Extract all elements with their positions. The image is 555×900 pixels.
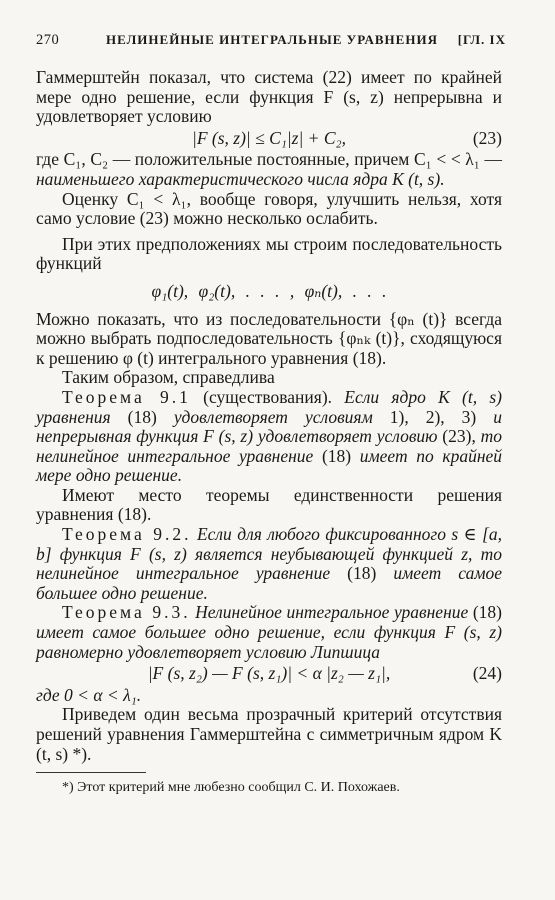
formula-24-number: (24): [472, 663, 502, 684]
formula-23: [36, 129, 502, 149]
footnote: *) Этот критерий мне любезно сообщил С. И. Похожаев.: [62, 780, 400, 796]
theorem-9-1: Теорема 9.1 (существования). Если ядро K (t, s) уравнения (18) удовлетворяет условиям 1), 2), 3) и непрерывная функция F (s, z) удовлетворяет условию (23), то нелинейное интегральное уравнение (18) имеет по крайней мере одно решение.: [36, 386, 503, 486]
paragraph-sequence-intro: При этих предположениях мы строим последовательность функций: [36, 233, 502, 274]
theorem-9-2-label: Теорема 9.2.: [62, 524, 192, 545]
page-number: 270: [36, 32, 60, 48]
formula-24-expression: |F (s, z₂) — F (s, z₁)| < α |z₂ — z₁|,: [147, 663, 391, 684]
paragraph-constants: где C₁, C₂ — положительные постоянные, причем C₁ < < λ₁ — наименьшего характеристического числа ядра K (t, s).: [36, 149, 502, 189]
function-sequence: φ₁(t), φ₂(t), . . . , φₙ(t), . . .: [151, 280, 387, 301]
chapter-label: [ГЛ. IX: [457, 32, 506, 47]
paragraph-subsequence: Можно показать, что из последовательности {φₙ (t)} всегда можно выбрать подпоследовательность {φₙₖ (t)}, сходящуюся к решению φ (t) интегрального уравнения (18).: [36, 308, 502, 368]
main-text: [36, 68, 502, 796]
running-title: НЕЛИНЕЙНЫЕ ИНТЕГРАЛЬНЫЕ УРАВНЕНИЯ: [106, 32, 438, 47]
theorem-9-1-label: Теорема 9.1: [62, 386, 191, 407]
paragraph-criterion: Приведем один весьма прозрачный критерий отсутствия решений уравнения Гаммерштейна с симметричным ядром K (t, s) *).: [36, 704, 502, 764]
paragraph-uniqueness: Имеют место теоремы единственности решения уравнения (18).: [36, 484, 502, 525]
theorem-9-2: Теорема 9.2. Если для любого фиксированного s ∈ [a, b] функция F (s, z) является неубывающей функцией z, то нелинейное интегральное уравнение (18) имеет самое большее одно решение.: [36, 524, 503, 603]
formula-23-number: (23): [472, 127, 502, 148]
formula-23-expression: |F (s, z)| ≤ C₁|z| + C₂,: [192, 127, 346, 148]
footnote-divider: [36, 772, 146, 773]
theorem-9-3-label: Теорема 9.3.: [62, 602, 191, 623]
paragraph-hammerstein: Гаммерштейн показал, что система (22) имеет по крайней мере одно решение, если функция F (s, z) непрерывна и удовлетворяет условию: [36, 67, 502, 127]
formula-24: [36, 664, 502, 684]
paragraph-estimate: Оценку C₁ < λ₁, вообще говоря, улучшить нельзя, хотя само условие (23) можно несколько ослабить.: [36, 188, 502, 229]
paragraph-alpha: где 0 < α < λ₁.: [36, 684, 142, 705]
paragraph-thus: Таким образом, справедлива: [62, 367, 275, 388]
theorem-9-3: Теорема 9.3. Нелинейное интегральное уравнение (18) имеет самое большее одно решение, если функция F (s, z) равномерно удовлетворяет условию Липшица: [36, 602, 502, 662]
